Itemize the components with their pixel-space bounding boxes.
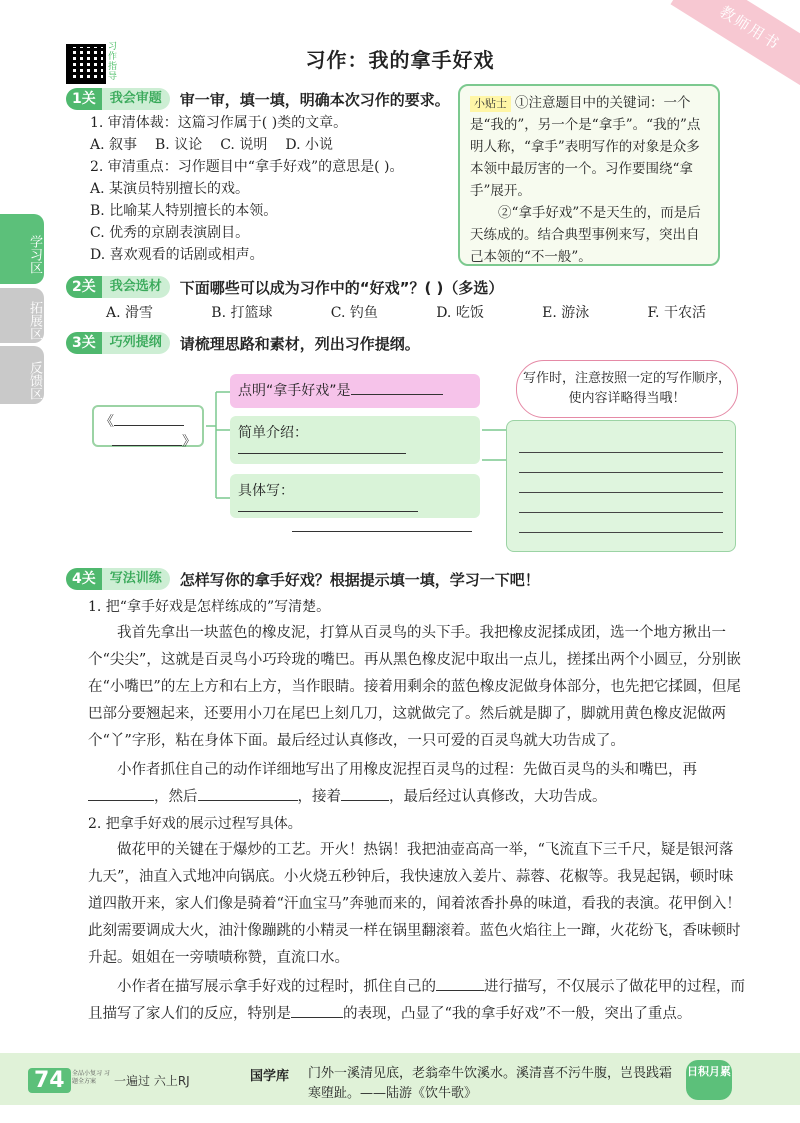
section3-badge [66,332,170,354]
tip-box [458,84,720,266]
q1-option[interactable]: A. 叙事 [90,137,138,153]
q2-text: 2. 审清重点：习作题目中“拿手好戏”的意思是( )。 [90,159,404,175]
section2-option[interactable]: D. 吃饭 [436,305,484,321]
page-number: 74 [28,1068,71,1093]
outline-branch-3[interactable]: 具体写： [230,474,480,518]
section4-badge [66,568,170,590]
page-title: 习作：我的拿手好戏 [305,48,495,72]
section1-heading [66,88,450,110]
section3-heading [66,332,420,354]
corner-label: 教师用书 [670,0,800,89]
section2-option[interactable]: F. 干农活 [647,305,706,321]
blank[interactable] [88,800,154,801]
side-tab-study[interactable]: 学习区 [0,214,44,284]
section1-body [90,112,450,266]
blank[interactable] [198,800,298,801]
section4-num: 4关 [66,568,102,590]
section1-num: 1关 [66,88,102,110]
section1-badge [66,88,170,110]
footer-label: 国学库 [250,1069,290,1084]
q1-option[interactable]: D. 小说 [285,137,333,153]
tip-tag: 小贴士 [470,96,511,112]
section4-q2: 小作者在描写展示拿手好戏的过程时，抓住自己的 进行描写，不仅展示了做花甲的过程，而且描写了家人们的反应，特别是 的表现，凸显了“我的拿手好戏”不一般，突出了重点。 [88,979,745,1022]
section4-instruction: 怎样写你的拿手好戏？根据提示填一填，学习一下吧！ [179,570,540,589]
q1-option[interactable]: C. 说明 [220,137,268,153]
section3-label: 巧列提纲 [102,332,170,354]
section3-instruction: 请梳理思路和素材，列出习作提纲。 [179,334,420,353]
section2-option[interactable]: E. 游泳 [542,305,590,321]
section3-num: 3关 [66,332,102,354]
section2-label: 我会选材 [102,276,170,298]
q1-option[interactable]: B. 议论 [155,137,203,153]
section2-badge [66,276,170,298]
tip-p2: ②“拿手好戏”不是天生的，而是后天练成的。结合典型事例来写，突出自己本领的“不一般”。 [470,205,701,265]
blank[interactable] [436,990,484,991]
q2-option[interactable]: C. 优秀的京剧表演剧目。 [90,225,250,241]
outline-branch-1[interactable]: 点明“拿手好戏”是 [230,374,480,408]
section4-passage-2: 做花甲的关键在于爆炒的工艺。开火！热锅！我把油壶高高一举，“飞流直下三千尺，疑是银河落九天”，油直入式地冲向锅底。小火烧五秒钟后，我快速放入姜片、蒜蓉、花椒等。我晃起锅，顿时味道四散开来，家人们像是骑着“汗血宝马”奔驰而来的，闻着浓香扑鼻的味道，看我的表演。花甲倒入！此刻需要调成大火，油汁像蹦跳的小精灵一样在锅里翻滚着。蓝色火焰往上一蹿，火花纷飞，香味顿时升起。姐姐在一旁啧啧称赞，直流口水。 [88,842,741,966]
section4-h1: 1. 把“拿手好戏是怎样练成的”写清楚。 [88,599,331,615]
q2-option[interactable]: B. 比喻某人特别擅长的本领。 [90,203,278,219]
section4-passage-1: 我首先拿出一块蓝色的橡皮泥，打算从百灵鸟的头下手。我把橡皮泥揉成团，选一个地方揪出一个“尖尖”，这就是百灵鸟小巧玲珑的嘴巴。再从黑色橡皮泥中取出一点儿，搓揉出两个小圆豆，分别嵌在“小嘴巴”的左上方和右上方，当作眼睛。接着用剩余的蓝色橡皮泥做身体部分，也先把它揉圆，但尾巴部分要翘起来，还要用小刀在尾巴上刻几刀，这就做完了。然后就是脚了，脚就用黄色橡皮泥做两个“丫”字形，粘在身体下面。最后经过认真修改，一只可爱的百灵鸟就大功告成了。 [88,625,741,749]
section2-instruction: 下面哪些可以成为习作中的“好戏”？( )（多选） [179,278,504,297]
section2-option[interactable]: B. 打篮球 [211,305,273,321]
section4-label: 写法训练 [102,568,170,590]
section2-option[interactable]: C. 钓鱼 [330,305,378,321]
section2-heading [66,276,503,298]
section2-num: 2关 [66,276,102,298]
brand-label: 一遍过 六上RJ [114,1074,190,1088]
q1-options [90,134,450,156]
q2-option[interactable]: D. 喜欢观看的话剧或相声。 [90,247,264,263]
section1-label: 我会审题 [102,88,170,110]
side-tab-extend[interactable]: 拓展区 [0,288,44,343]
blank[interactable] [291,1017,343,1018]
section2-option[interactable]: A. 滑雪 [106,305,154,321]
tip-p1: 小贴士 ①注意题目中的关键词：一个是“我的”，另一个是“拿手”。“我的”点明人称，“拿手”表明写作的对象是众多本领中最厉害的一个。习作要围绕“拿手”展开。 [470,95,701,199]
brand-sub: 全品小复习 习题全方案 [72,1070,110,1085]
section2-options [106,302,706,324]
section1-instruction: 审一审，填一填，明确本次习作的要求。 [179,90,450,109]
side-tab-feedback[interactable]: 反馈区 [0,346,44,404]
blank[interactable] [341,800,389,801]
qr-tag: 习作指导 [108,42,118,82]
footer-poem: 门外一溪清见底，老翁牵牛饮溪水。溪清喜不污牛腹，岂畏践霜寒堕趾。——陆游《饮牛歌》 [308,1066,673,1101]
tip-bubble: 写作时，注意按照一定的写作顺序，使内容详略得当哦！ [516,360,738,418]
section4-q1: 小作者抓住自己的动作详细地写出了用橡皮泥捏百灵鸟的过程：先做百灵鸟的头和嘴巴，再，然后 ，接着 ，最后经过认真修改，大功告成。 [88,757,746,811]
outline-title-box[interactable]: 《 》 [92,405,204,447]
section4-heading [66,568,540,590]
section4-body [88,594,746,1028]
q1-text: 1. 审清体裁：这篇习作属于( )类的文章。 [90,115,348,131]
daily-stamp: 日积月累 [686,1060,732,1100]
q2-option[interactable]: A. 某演员特别擅长的戏。 [90,181,250,197]
section4-h2: 2. 把拿手好戏的展示过程写具体。 [88,816,302,832]
outline-branch-2[interactable]: 简单介绍： [230,416,480,464]
outline-detail-lines[interactable] [506,420,736,552]
